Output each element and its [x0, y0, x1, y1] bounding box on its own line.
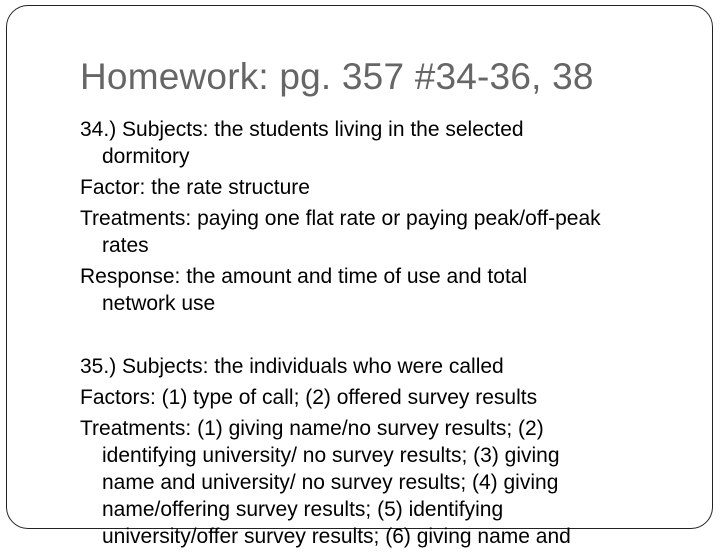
text-line: rates — [102, 234, 149, 257]
slide-body — [80, 116, 700, 554]
bullet-paragraph — [80, 263, 700, 317]
text-line: Response: the amount and time of use and total — [80, 265, 528, 288]
text-line: Treatments: (1) giving name/no survey results; (2) — [80, 417, 544, 440]
text-line: Treatments: paying one flat rate or paying peak/off-peak — [80, 207, 601, 230]
bullet-paragraph — [80, 116, 700, 170]
text-line: university/offer survey results; (6) giving name and — [102, 525, 571, 548]
bullet-paragraph — [80, 205, 700, 259]
text-line: Factors: (1) type of call; (2) offered survey results — [80, 386, 538, 409]
text-line: network use — [102, 292, 216, 315]
bullet-paragraph — [80, 415, 700, 550]
text-line: dormitory — [102, 145, 190, 168]
bullet-paragraph — [80, 384, 700, 411]
text-line: Factor: the rate structure — [80, 176, 310, 199]
text-line: 34.) Subjects: the students living in the selected — [80, 118, 524, 141]
text-line: name and university/ no survey results; (4) giving — [102, 471, 559, 494]
text-line: name/offering survey results; (5) identifying — [102, 498, 504, 521]
bullet-paragraph — [80, 353, 700, 380]
text-line: identifying university/ no survey results; (3) giving — [102, 444, 560, 467]
paragraph-spacer — [80, 321, 700, 353]
slide-title: Homework: pg. 357 #34-36, 38 — [80, 56, 594, 97]
text-line: 35.) Subjects: the individuals who were called — [80, 355, 504, 378]
bullet-paragraph — [80, 174, 700, 201]
